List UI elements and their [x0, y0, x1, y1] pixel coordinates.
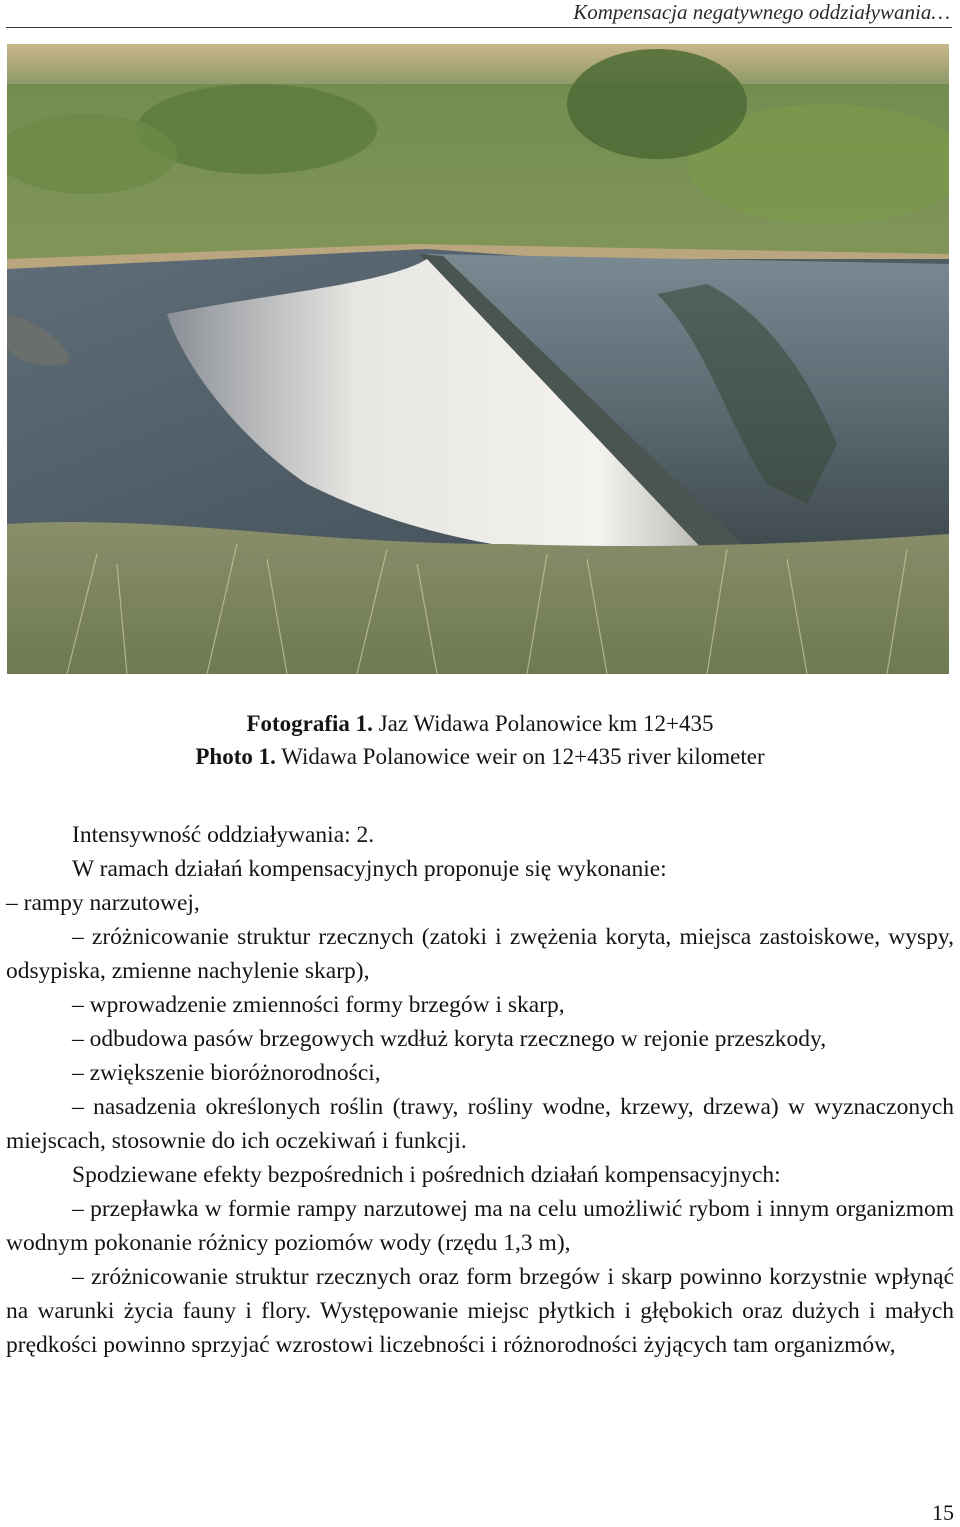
measure-item — [6, 1022, 954, 1056]
effect-text: zróżnicowanie struktur rzecznych oraz form brzegów i skarp powinno korzystnie wpłynąć na warunki życia fauny i flory. Występowanie miejsc płytkich i głębokich oraz dużych i małych prędkości powinno sprzyjać wzrostowi liczebności i różnorodności żyjących tam organizmów, — [6, 1264, 955, 1358]
measure-text: nasadzenia określonych roślin (trawy, rośliny wodne, krzewy, drzewa) w wyznaczonych miejscach, stosownie do ich oczekiwań i funkcji. — [6, 1094, 955, 1154]
body-text — [6, 818, 954, 1362]
weir-photograph — [7, 44, 949, 674]
effect-text: przepławka w formie rampy narzutowej ma na celu umożliwić rybom i innym organizmom wodnym pokonanie różnicy poziomów wody (rzędu 1,3 m), — [6, 1196, 955, 1256]
dash: – — [72, 1094, 84, 1120]
measure-item — [6, 1056, 954, 1090]
caption-en-label: Photo 1. — [195, 744, 276, 769]
dash: – — [72, 1026, 84, 1052]
measure-text: rampy narzutowej, — [23, 890, 200, 916]
measure-text: zróżnicowanie struktur rzecznych (zatoki i zwężenia koryta, miejsca zastoiskowe, wyspy, odsypiska, zmienne nachylenie skarp), — [6, 924, 955, 984]
measure-item — [6, 886, 954, 920]
caption-pl-label: Fotografia 1. — [246, 711, 373, 736]
measure-item — [6, 920, 954, 988]
caption-pl-text: Jaz Widawa Polanowice km 12+435 — [378, 711, 714, 736]
measure-text: zwiększenie bioróżnorodności, — [89, 1060, 381, 1086]
effect-item — [6, 1192, 954, 1260]
dash: – — [72, 992, 84, 1018]
page-number: 15 — [932, 1500, 954, 1525]
dash: – — [72, 1060, 84, 1086]
figure-caption-pl — [0, 710, 960, 738]
dash: – — [72, 1264, 84, 1290]
running-head: Kompensacja negatywnego oddziaływania… — [573, 0, 950, 24]
measure-item — [6, 1090, 954, 1158]
dash: – — [6, 890, 18, 916]
caption-en-text: Widawa Polanowice weir on 12+435 river kilometer — [281, 744, 765, 769]
header-rule — [6, 27, 952, 28]
intensity-line: Intensywność oddziaływania: 2. — [72, 822, 375, 848]
measure-text: odbudowa pasów brzegowych wzdłuż koryta rzecznego w rejonie przeszkody, — [89, 1026, 827, 1052]
measure-item — [6, 988, 954, 1022]
figure-caption-en — [0, 743, 960, 771]
measures-intro: W ramach działań kompensacyjnych proponuje się wykonanie: — [72, 856, 667, 882]
dash: – — [72, 1196, 84, 1222]
effects-intro: Spodziewane efekty bezpośrednich i pośrednich działań kompensacyjnych: — [72, 1162, 781, 1188]
measure-text: wprowadzenie zmienności formy brzegów i skarp, — [89, 992, 565, 1018]
dash: – — [72, 924, 84, 950]
effect-item — [6, 1260, 954, 1362]
